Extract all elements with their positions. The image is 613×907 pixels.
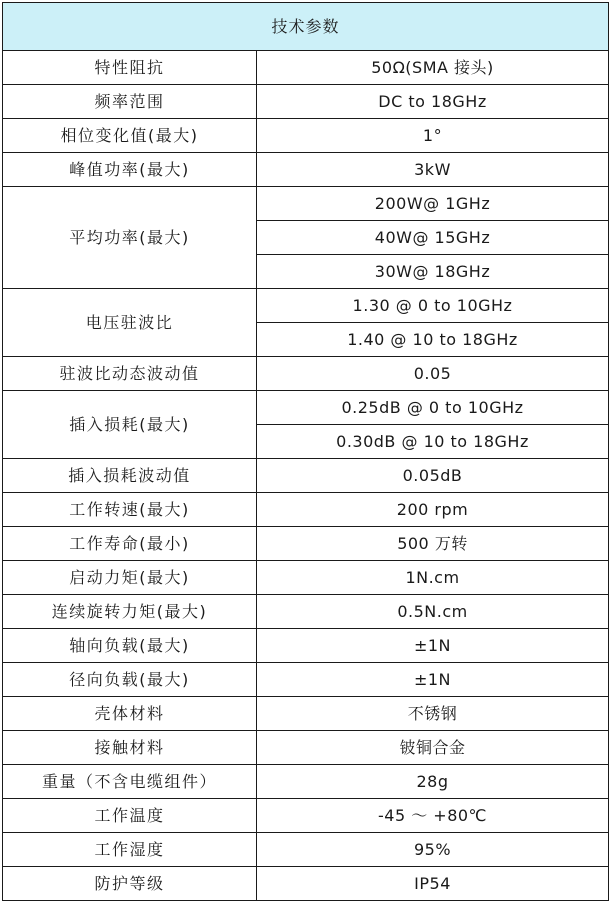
table-row bbox=[3, 459, 609, 493]
table-row bbox=[3, 119, 609, 153]
table-row bbox=[3, 51, 609, 85]
table-row bbox=[3, 561, 609, 595]
param-value: 200 rpm bbox=[257, 493, 609, 527]
param-label: 特性阻抗 bbox=[3, 51, 257, 85]
table-row bbox=[3, 527, 609, 561]
param-value: 95% bbox=[257, 833, 609, 867]
param-value: 500 万转 bbox=[257, 527, 609, 561]
param-value: ±1N bbox=[257, 663, 609, 697]
param-value: 0.05dB bbox=[257, 459, 609, 493]
param-label: 工作转速(最大) bbox=[3, 493, 257, 527]
param-value: 30W@ 18GHz bbox=[257, 255, 609, 289]
table-row bbox=[3, 493, 609, 527]
param-value: 0.25dB @ 0 to 10GHz bbox=[257, 391, 609, 425]
param-label: 工作温度 bbox=[3, 799, 257, 833]
param-label: 工作寿命(最小) bbox=[3, 527, 257, 561]
param-label: 插入损耗波动值 bbox=[3, 459, 257, 493]
param-label: 电压驻波比 bbox=[3, 289, 257, 357]
param-label: 相位变化值(最大) bbox=[3, 119, 257, 153]
param-label: 驻波比动态波动值 bbox=[3, 357, 257, 391]
param-value: 1° bbox=[257, 119, 609, 153]
table-row bbox=[3, 731, 609, 765]
param-value: ±1N bbox=[257, 629, 609, 663]
table-row bbox=[3, 697, 609, 731]
param-value: -45 ～ +80℃ bbox=[257, 799, 609, 833]
table-row bbox=[3, 391, 609, 425]
param-label: 接触材料 bbox=[3, 731, 257, 765]
param-value: DC to 18GHz bbox=[257, 85, 609, 119]
table-title: 技术参数 bbox=[3, 3, 609, 51]
table-row bbox=[3, 187, 609, 221]
param-value: 0.5N.cm bbox=[257, 595, 609, 629]
table-row bbox=[3, 867, 609, 901]
param-label: 平均功率(最大) bbox=[3, 187, 257, 289]
param-label: 防护等级 bbox=[3, 867, 257, 901]
param-value: 28g bbox=[257, 765, 609, 799]
param-label: 连续旋转力矩(最大) bbox=[3, 595, 257, 629]
table-row bbox=[3, 85, 609, 119]
param-label: 插入损耗(最大) bbox=[3, 391, 257, 459]
param-label: 径向负载(最大) bbox=[3, 663, 257, 697]
param-label: 峰值功率(最大) bbox=[3, 153, 257, 187]
param-value: 40W@ 15GHz bbox=[257, 221, 609, 255]
param-value: 不锈钢 bbox=[257, 697, 609, 731]
param-value: 1.40 @ 10 to 18GHz bbox=[257, 323, 609, 357]
param-value: 3kW bbox=[257, 153, 609, 187]
param-label: 频率范围 bbox=[3, 85, 257, 119]
param-label: 工作湿度 bbox=[3, 833, 257, 867]
param-value: IP54 bbox=[257, 867, 609, 901]
param-value: 0.30dB @ 10 to 18GHz bbox=[257, 425, 609, 459]
table-row bbox=[3, 289, 609, 323]
param-label: 轴向负载(最大) bbox=[3, 629, 257, 663]
param-value: 1N.cm bbox=[257, 561, 609, 595]
param-label: 壳体材料 bbox=[3, 697, 257, 731]
spec-table bbox=[2, 2, 609, 901]
param-label: 重量（不含电缆组件） bbox=[3, 765, 257, 799]
param-value: 铍铜合金 bbox=[257, 731, 609, 765]
table-header-row bbox=[3, 3, 609, 51]
table-row bbox=[3, 833, 609, 867]
param-value: 1.30 @ 0 to 10GHz bbox=[257, 289, 609, 323]
param-value: 50Ω(SMA 接头) bbox=[257, 51, 609, 85]
table-row bbox=[3, 629, 609, 663]
param-label: 启动力矩(最大) bbox=[3, 561, 257, 595]
table-row bbox=[3, 357, 609, 391]
table-row bbox=[3, 153, 609, 187]
table-row bbox=[3, 663, 609, 697]
table-row bbox=[3, 765, 609, 799]
param-value: 0.05 bbox=[257, 357, 609, 391]
table-row bbox=[3, 799, 609, 833]
param-value: 200W@ 1GHz bbox=[257, 187, 609, 221]
table-row bbox=[3, 595, 609, 629]
